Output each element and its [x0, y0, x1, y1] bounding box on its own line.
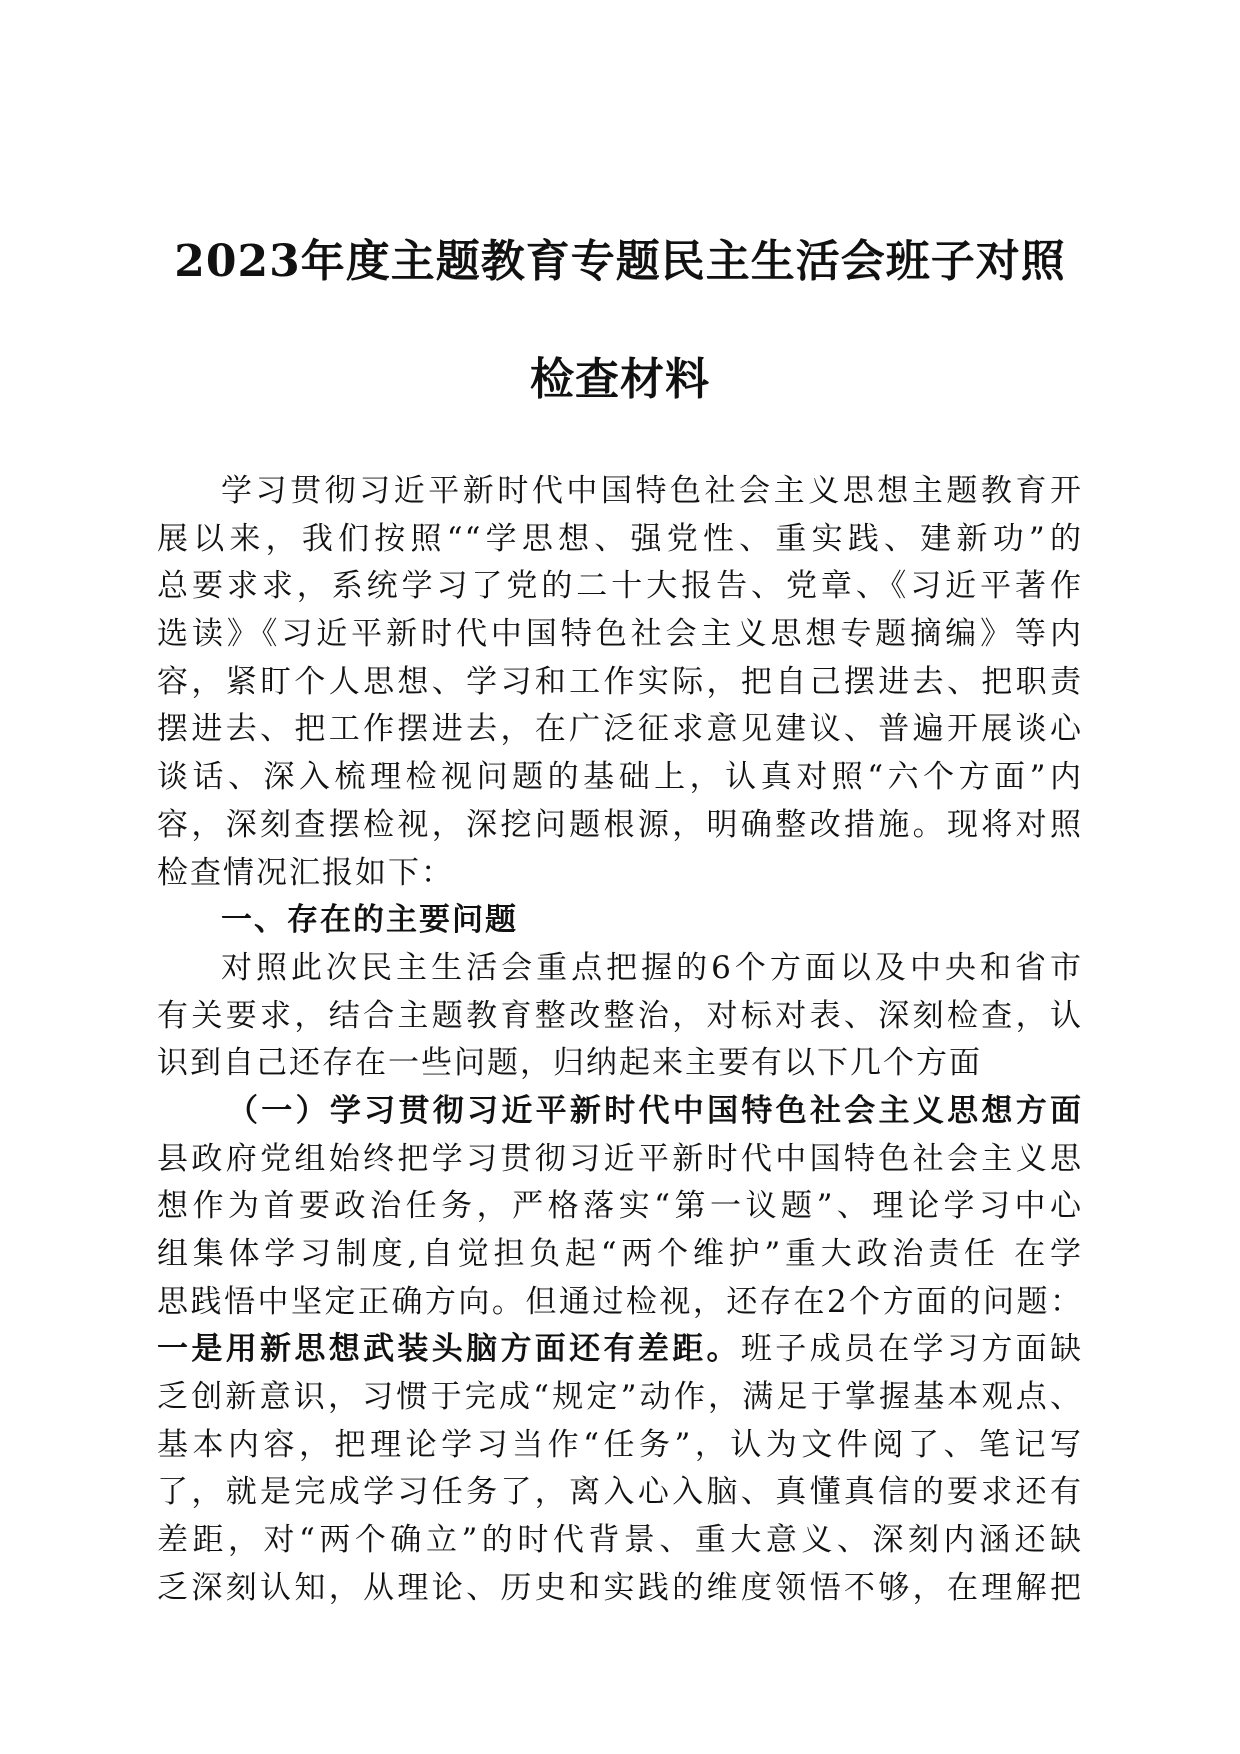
intro-line: 容，深刻查摆检视，深挖问题根源，明确整改措施。现将对照 [157, 806, 1083, 843]
point-line: 了，就是完成学习任务了，离入心入脑、真懂真信的要求还有 [157, 1474, 1083, 1511]
section-line: 对照此次民主生活会重点把握的6个方面以及中央和省市 [221, 949, 1083, 986]
intro-line: 学习贯彻习近平新时代中国特色社会主义思想主题教育开 [221, 473, 1083, 509]
point-bold-lead: 一是用新思想武装头脑方面还有差距。 [157, 1331, 741, 1368]
intro-line: 容，紧盯个人思想、学习和工作实际，把自己摆进去、把职责 [157, 663, 1083, 700]
point-line: 乏深刻认知，从理论、历史和实践的维度领悟不够，在理解把 [157, 1569, 1083, 1606]
intro-line: 谈话、深入梳理检视问题的基础上，认真对照“六个方面”内 [157, 759, 1083, 796]
subsection-heading: （一）学习贯彻习近平新时代中国特色社会主义思想方面 [227, 1092, 1083, 1129]
point-text: 班子成员在学习方面缺 [740, 1331, 1084, 1368]
intro-line: 选读》《习近平新时代中国特色社会主义思想专题摘编》等内 [157, 616, 1083, 653]
document-body [157, 468, 1083, 1613]
point-line: 乏创新意识，习惯于完成“规定”动作，满足于掌握基本观点、 [157, 1379, 1083, 1416]
intro-line: 摆进去、把工作摆进去，在广泛征求意见建议、普遍开展谈心 [157, 711, 1083, 748]
intro-line: 检查情况汇报如下： [157, 854, 454, 891]
section-line: 有关要求，结合主题教育整改整治，对标对表、深刻检查，认 [157, 997, 1083, 1034]
subsection-line: 思践悟中坚定正确方向。但通过检视，还存在2个方面的问题： [157, 1283, 1083, 1320]
intro-line: 展以来，我们按照““学思想、强党性、重实践、建新功”的 [157, 520, 1083, 557]
document-title-line-2: 检查材料 [530, 354, 710, 405]
point-line: 差距，对“两个确立”的时代背景、重大意义、深刻内涵还缺 [157, 1522, 1083, 1559]
intro-line: 总要求求，系统学习了党的二十大报告、党章、《习近平著作 [157, 568, 1083, 605]
subsection-line: 组集体学习制度,自觉担负起“两个维护”重大政治责任 在学 [157, 1236, 1083, 1272]
section-line: 识到自己还存在一些问题，归纳起来主要有以下几个方面 [157, 1045, 982, 1082]
subsection-line: 县政府党组始终把学习贯彻习近平新时代中国特色社会主义思 [157, 1140, 1083, 1177]
point-line: 基本内容，把理论学习当作“任务”，认为文件阅了、笔记写 [157, 1426, 1083, 1463]
point-line [157, 1326, 1083, 1374]
subsection-line: 想作为首要政治任务，严格落实“第一议题”、理论学习中心 [157, 1188, 1083, 1225]
section-heading: 一、存在的主要问题 [221, 902, 518, 939]
document-title-line-1: 2023年度主题教育专题民主生活会班子对照 [174, 236, 1066, 287]
